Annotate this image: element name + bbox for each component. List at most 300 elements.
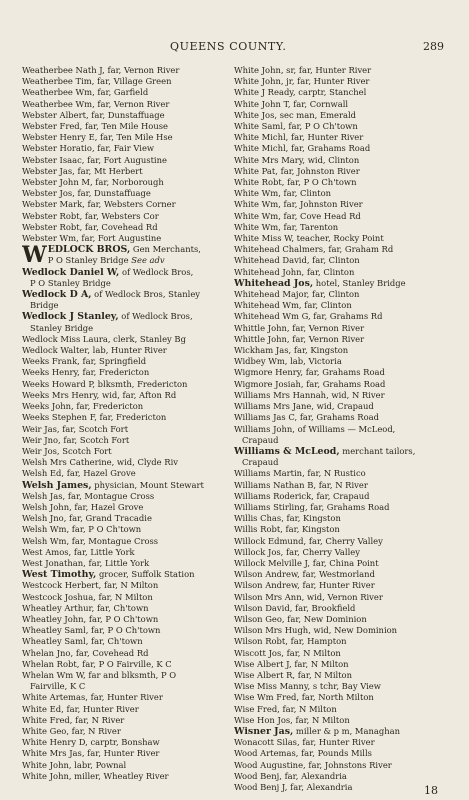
directory-entry [22,211,225,222]
entry-details: far, Grahams Road [297,412,379,423]
directory-entry [22,401,225,412]
entry-name: Weatherbee Nath J, [22,65,105,75]
entry-details: far, Scotch Fort [60,434,130,445]
entry-details: far, Fort Augustine [84,154,167,165]
entry-name: Whitehead Wm G, [234,311,311,322]
entry-name: White Geo, [22,725,70,736]
entry-details: teacher, Rocky Point [293,233,384,244]
entry-details: far, Mt Herbert [74,165,143,176]
entry-name: Wise Wm Fred, [234,692,300,703]
entry-details: far, Alexandria [287,782,353,792]
directory-entry [234,65,437,76]
directory-entry [234,334,437,345]
entry-name: Weeks Mrs Henry, [22,389,100,400]
entry-name: Webster Albert, [22,109,89,120]
directory-entry [22,121,225,132]
entry-name: White Fred, [22,714,73,725]
entry-details: far, Hunter River [299,737,375,748]
entry-details: far, Clinton [304,266,355,277]
entry-name: West Timothy, [22,569,97,581]
entry-name: Wood Benj J, [234,782,288,792]
entry-details: grocer, Suffolk Station [96,569,195,580]
directory-entry [234,211,437,222]
entry-details: far, Tarenton [280,221,339,232]
entry-details: far, N River [72,714,125,725]
directory-entry [22,569,225,580]
entry-name: Wonacott Silas, [234,737,300,748]
entry-name: Wisner Jas, [234,725,294,737]
entry-details: far, N Milton [295,669,352,680]
entry-name: Willock Jos, [234,546,284,557]
entry-details: blksmth, Fredericton [95,378,188,389]
directory-entry [234,704,437,715]
directory-entry [22,446,225,457]
entry-details: far, Ten Mile House [82,121,168,132]
entry-name: Webster Jos, [22,188,75,199]
directory-entry [22,334,225,345]
entry-details: labr, Pownal [71,759,127,770]
entry-details: far, Clinton [309,289,360,300]
entry-details: miller & p m, Managhan [293,725,401,736]
directory-entry [234,502,437,513]
entry-details: far, Cove Head Rd [280,210,361,221]
directory-entry [22,99,225,110]
directory-entry [22,289,225,311]
entry-details: far and blksmth, P O [85,669,177,680]
entry-details: far, Ch'town [94,602,149,613]
entry-name: Wise Hon Jos, [234,714,293,725]
entry-name: Wedlock Daniel W, [22,266,120,278]
directory-entry [22,412,225,423]
entry-details: far, Johnston River [280,199,363,210]
entry-continuation: Stanley Bridge [30,322,94,333]
entry-name: Weatherbee Tim, [22,76,95,87]
entry-details: far, Cornwall [290,98,349,109]
entry-details: far, Vernon River [104,65,180,75]
entry-details: far, Websters Corner [84,199,176,210]
entry-details: far, Ch'town [88,636,143,647]
entry-details: clerk, Stanley Bg [110,333,186,344]
entry-details: jr, far, Hunter River [283,76,370,87]
directory-entry [22,636,225,647]
directory-entry [234,87,437,98]
entry-details: far, Brookfield [292,602,356,613]
entry-name: White Wm, [234,199,281,210]
entry-name: Willis Chas, [234,513,284,524]
entry-name: White Robt, [234,177,285,188]
entry-details: far, Fredericton [96,412,167,423]
drop-cap-letter: W [22,244,47,267]
directory-entry [234,625,437,636]
directory-entry [234,323,437,334]
entry-name: Wiscott Jos, [234,647,284,658]
entry-name: Whitehead Major, [234,289,310,300]
entry-name: Whitehead Chalmers, [234,244,326,255]
entry-details: far, Websters Cor [82,210,159,221]
entry-details: far, Covehead Rd [73,647,149,658]
entry-name: Whitehead Wm, [234,300,302,311]
entry-details: far, P O Ch'town [88,625,161,636]
entry-details: far, Scotch Fort [59,423,129,434]
entry-details: of Wedlock Bros, [119,266,194,277]
entry-name: Whittle John, [234,333,290,344]
entry-details: far, N Milton [279,703,337,714]
entry-details: lab, Hunter River [90,345,167,356]
entry-name: Williams & McLeod, [234,445,340,457]
directory-entry [234,592,437,603]
directory-entry [22,692,225,703]
entry-continuation: P O Stanley Bridge [30,277,111,288]
directory-entry [22,592,225,603]
entry-details: lab, Victoria [287,356,342,367]
entry-details: far, Cherry Valley [283,546,360,557]
entry-details: far, Johnston River [277,165,360,176]
entry-details: carptr, Bonshaw [87,737,160,748]
entry-details: wid, New Dominion [310,625,398,636]
entry-details: s tchr, Bay View [310,681,381,692]
directory-entry [22,659,225,670]
directory-entry [22,222,225,233]
entry-name: White Ed, [22,703,64,714]
entry-details: far, Ten Mile Hse [97,132,173,143]
entry-name: Weatherbee Wm, [22,87,95,98]
directory-entry [234,603,437,614]
entry-name: Whitehead Jos, [234,277,314,289]
entry-name: Webster Fred, [22,121,83,132]
entry-details: far, Grahams Road [303,378,386,389]
entry-name: White John, [234,65,284,75]
entry-name: Welsh Mrs Catherine, [22,457,115,468]
directory-entry [22,524,225,535]
directory-entry [22,390,225,401]
entry-name: Webster Henry E, [22,132,98,143]
entry-details: far, Springfield [79,356,147,367]
directory-entry [234,155,437,166]
entry-name: Whelan Robt, [22,658,80,669]
directory-entry [234,143,437,154]
entry-details: hotel, Stanley Bridge [313,277,406,288]
entry-name: Weeks Henry, [22,367,80,378]
directory-entry [234,401,437,412]
directory-entry [234,547,437,558]
entry-details: far, N Milton [101,580,159,591]
entry-name: Wedlock J Stanley, [22,311,119,323]
entry-details: far, Hunter River [299,580,375,591]
entry-name: Wilson Andrew, [234,569,300,580]
page-header [0,40,469,56]
entry-details: wid, N River [328,389,385,400]
entry-name: Westcock Herbert, [22,580,102,591]
entry-details: far, Vernon River [289,322,365,333]
entry-details: far, Cherry Valley [306,535,383,546]
entry-details: far, Garfield [94,87,149,98]
entry-name: Wise Fred, [234,703,280,714]
entry-details: far, Hunter River [84,748,160,759]
directory-entry [234,446,437,468]
entry-continuation: Crapaud [242,457,279,468]
entry-name: Welsh Jas, [22,490,66,501]
entry-details: wid, Vernon River [304,591,383,602]
entry-details: far, Alexandria [281,770,347,781]
entry-name: White Wm, [234,188,281,199]
entry-name: Widbey Wm, [234,356,288,367]
entry-details: far, Pounds Mills [298,748,372,759]
directory-entry [234,244,437,255]
directory-entry [22,177,225,188]
entry-name: Weir Jos, [22,445,60,456]
directory-entry [22,457,225,468]
entry-details: far, Hunter River [87,692,163,703]
entry-details: sec man, Emerald [277,109,357,120]
entry-details: far, Kingston [282,524,340,535]
entry-name: White Miss W, [234,233,294,244]
directory-entry [234,580,437,591]
directory-entry [22,536,225,547]
directory-entry [22,110,225,121]
directory-entry [234,367,437,378]
entry-name: Weir Jas, [22,423,60,434]
entry-details: far, N Milton [95,591,153,602]
entry-details: far, P O Ch'town [86,613,159,624]
entry-details: far, Vernon River [94,98,170,109]
entry-name: White John, [22,770,72,781]
entry-name: Webster Horatio, [22,143,95,154]
entry-name: Wheatley Arthur, [22,602,95,613]
entry-name: Wise Miss Manny, [234,681,311,692]
directory-entry [234,356,437,367]
directory-entry [22,502,225,513]
directory-entry [234,648,437,659]
entry-continuation: P O Stanley Bridge [47,255,132,266]
entry-details: far, N River [316,479,368,490]
entry-details: far, Johnstons River [305,759,392,770]
directory-entry [234,379,437,390]
entry-name: Wood Artemas, [234,748,299,759]
entry-details: far, Covehead Rd [82,221,158,232]
entry-details: far, Clinton [309,255,360,266]
entry-details: far, Grahams Road [288,143,371,154]
directory-entry [234,524,437,535]
directory-entry [22,143,225,154]
entry-name: Wilson Geo, [234,613,285,624]
directory-entry [22,233,225,244]
entry-name: Weeks John, [22,401,74,412]
directory-entry [22,356,225,367]
entry-details: far, Hazel Grove [71,501,144,512]
entry-name: White Wm, [234,221,281,232]
directory-entry [22,267,225,289]
entry-details: far, Little York [71,546,135,557]
directory-entry [22,155,225,166]
entry-name: Webster Wm, [22,233,79,244]
directory-entry [22,603,225,614]
entry-name: Webster Mark, [22,199,85,210]
entry-name: Webster Robt, [22,221,83,232]
entry-name: Webster John M, [22,177,93,188]
directory-entry [234,110,437,121]
entry-details: far, North Milton [299,692,374,703]
directory-entry [22,648,225,659]
entry-name: Williams Jas C, [234,412,298,423]
entry-details: far, N Rustico [304,468,366,479]
directory-entry [234,558,437,569]
entry-name: Whelan Jno, [22,647,74,658]
entry-details: far, Little York [85,557,150,568]
directory-entry [234,681,437,692]
directory-entry [22,435,225,446]
entry-name: Williams Roderick, [234,490,314,501]
directory-entry [234,726,437,737]
directory-entry [22,491,225,502]
directory-entry [234,222,437,233]
entry-name: Williams Nathan B, [234,479,317,490]
entry-details: far, Kingston [283,513,341,524]
entry-name: EDLOCK BROS, [47,244,131,256]
entry-name: White John, [22,759,72,770]
entry-details: far, Crapaud [313,490,370,501]
directory-entry [22,166,225,177]
entry-name: Willis Robt, [234,524,283,535]
directory-entry [234,614,437,625]
entry-name: Welsh Ed, [22,468,65,479]
entry-name: Wise Albert J, [234,658,292,669]
entry-details: carptr, Stanchel [295,87,367,98]
directory-entry [22,199,225,210]
entry-details: of Williams — McLeod, [294,423,396,434]
directory-entry [234,491,437,502]
entry-details: far, Hunter River [63,703,139,714]
directory-entry [22,65,225,76]
entry-name: Whelan Wm W, [22,669,86,680]
entry-continuation: Crapaud [242,434,279,445]
entry-details: merchant tailors, [339,445,416,456]
directory-entry [22,468,225,479]
entry-details: far, P O Ch'town [69,524,142,535]
entry-name: Whitehead David, [234,255,310,266]
entry-details: Gen Merchants, [130,244,201,255]
entry-name: Wheatley Saml, [22,625,89,636]
entry-name: Weeks Frank, [22,356,80,367]
directory-entry [22,726,225,737]
directory-entry [22,547,225,558]
entry-details: far, Grahams Road [307,501,390,512]
entry-details: far, Graham Rd [325,244,394,255]
entry-details: far, Westmorland [299,569,375,580]
entry-details: far, Norborough [92,177,164,188]
directory-entry [22,760,225,771]
directory-entry [234,748,437,759]
left-column [22,65,225,782]
right-column [234,65,437,793]
directory-entry [234,412,437,423]
entry-name: Welsh Wm, [22,524,70,535]
entry-name: Whitehead John, [234,266,305,277]
entry-name: Wedlock Miss Laura, [22,333,111,344]
entry-name: Wilson Andrew, [234,580,300,591]
directory-entry [234,737,437,748]
directory-entry [234,278,437,289]
directory-entry [22,379,225,390]
directory-entry [234,513,437,524]
entry-name: Welsh John, [22,501,72,512]
entry-name: White Mrs Jas, [22,748,85,759]
directory-entry [22,670,225,692]
entry-details: wid, Clinton [305,154,360,165]
directory-entry [234,76,437,87]
directory-entry [234,300,437,311]
entry-name: Wigmore Josiah, [234,378,304,389]
directory-entry [234,424,437,446]
entry-name: White Saml, [234,121,286,132]
entry-name: Whittle John, [234,322,290,333]
entry-details: far, Dunstaffuage [88,109,165,120]
entry-details: of Wedlock Bros, [118,311,193,322]
entry-name: West Amos, [22,546,72,557]
entry-name: Welsh Jno, [22,513,67,524]
entry-details: far, Montague Cross [69,535,159,546]
entry-name: Williams John, [234,423,295,434]
entry-name: Wheatley Saml, [22,636,89,647]
directory-entry [22,244,225,266]
directory-entry [234,659,437,670]
entry-name: Webster Isaac, [22,154,85,165]
entry-details: of Wedlock Bros, Stanley [91,289,201,300]
entry-name: Webster Robt, [22,210,83,221]
directory-entry [22,771,225,782]
entry-details: far, Fair View [94,143,155,154]
directory-entry [22,87,225,98]
directory-entry [22,188,225,199]
directory-entry [234,636,437,647]
entry-name: Wilson Mrs Hugh, [234,625,311,636]
entry-name: West Jonathan, [22,557,86,568]
directory-entry [234,132,437,143]
entry-details: far, Fredericton [73,401,144,412]
entry-name: Westcock Joshua, [22,591,96,602]
directory-entry [234,177,437,188]
entry-name: Williams Mrs Jane, [234,401,314,412]
directory-entry [22,367,225,378]
entry-details: wid, far, Afton Rd [99,389,177,400]
entry-name: Wilson David, [234,602,293,613]
directory-entry [22,480,225,491]
entry-details: miller, Wheatley River [71,770,169,781]
entry-details: far, Hunter River [288,132,364,143]
directory-entry [234,311,437,322]
directory-entry [234,199,437,210]
directory-entry [22,76,225,87]
entry-details: far, Grand Tracadie [66,513,152,524]
entry-name: Wood Augustine, [234,759,306,770]
entry-details: far, N River [69,725,121,736]
directory-entry [234,760,437,771]
entry-details: far, Montague Cross [65,490,155,501]
entry-name: Welsh Wm, [22,535,70,546]
directory-entry [234,536,437,547]
entry-details: far, Grahams Rd [310,311,383,322]
directory-entry [234,121,437,132]
entry-details: far, Kingston [291,345,349,356]
entry-name: Williams Martin, [234,468,305,479]
signature-mark: 18 [424,784,438,797]
entry-details: far, P O Ch'town [285,121,358,132]
directory-entry [22,580,225,591]
entry-name: White Mrs Mary, [234,154,306,165]
entry-details: far, Hazel Grove [64,468,136,479]
entry-name: Willock Melville J, [234,557,311,568]
entry-name: Willock Edmund, [234,535,307,546]
entry-name: White Michl, [234,143,289,154]
